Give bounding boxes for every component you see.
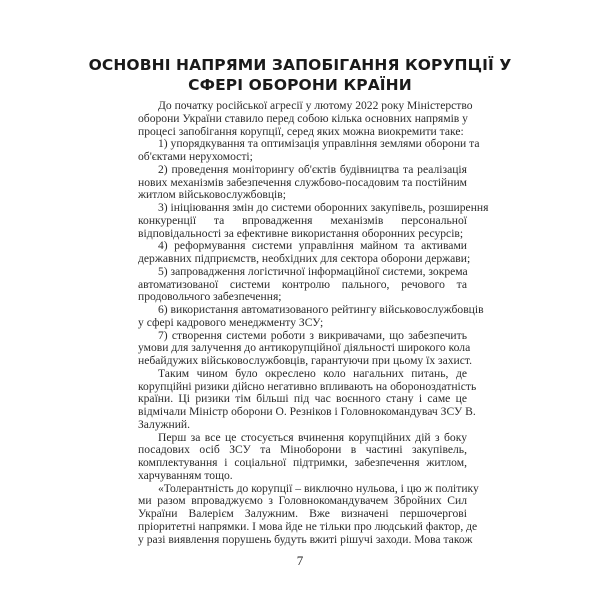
text-line: нових механізмів забезпечення службово-посадовим та постійним	[138, 175, 467, 189]
text-line: 6) використання автоматизованого рейтингу військовослужбовців	[158, 303, 484, 316]
text-line: автоматизованої системи контролю пального, речового та	[138, 277, 467, 291]
text-line: 4) реформування системи управління майном та активами	[158, 239, 467, 253]
text-line: До початку російської агресії у лютому 2022 року Міністерство	[158, 99, 473, 112]
text-line: ми разом впроваджуємо з Головнокомандувачем Збройних Сил	[138, 494, 467, 508]
text-line: конкуренції та впровадження механізмів персональної	[138, 213, 467, 227]
text-line: у сфері кадрового менеджменту ЗСУ;	[138, 315, 324, 329]
body-text	[138, 99, 489, 546]
text-line: Таким чином було окреслено коло нагальних питань, де	[158, 366, 467, 380]
text-line: у разі виявлення порушень будуть вжиті рішучі заходи. Мова також	[138, 532, 473, 546]
page-title-line-1: ОСНОВНІ НАПРЯМИ ЗАПОБІГАННЯ КОРУПЦІЇ У	[88, 56, 512, 74]
text-line: країни. Ці ризики тім більші під час воєнного стану і саме це	[138, 392, 467, 406]
text-line: харчуванням тощо.	[138, 468, 233, 482]
page-title-line-2: СФЕРІ ОБОРОНИ КРАЇНИ	[188, 76, 412, 94]
text-line: об'єктами нерухомості;	[138, 150, 253, 163]
text-line: небайдужих військовослужбовців, гарантуючи при цьому їх захист.	[138, 354, 473, 367]
text-line: відмічали Міністр оборони О. Резніков і Головнокомандувач ЗСУ В.	[138, 405, 476, 418]
text-line: 1) упорядкування та оптимізація управління землями оборони та	[158, 137, 480, 151]
text-line: житлом військовослужбовців;	[138, 188, 286, 202]
text-line: 7) створення системи роботи з викривачами, що забезпечить	[158, 328, 467, 342]
text-line: продовольчого забезпечення;	[138, 290, 282, 304]
text-line: Перш за все це стосується вчинення корупційних дій з боку	[158, 430, 467, 444]
text-line: посадових осіб ЗСУ та Міноборони в частині закупівель,	[138, 443, 467, 457]
text-line: пріоритетні напрямки. І мова йде не тільки про людський фактор, де	[138, 519, 478, 533]
text-line: України Валерієм Залужним. Вже визначені першочергові	[138, 507, 467, 520]
text-line: 2) проведення моніторингу об'єктів будівництва та реалізація	[158, 162, 467, 176]
text-line: державних підприємств, необхідних для сектора оборони держави;	[138, 252, 471, 265]
text-line: «Толерантність до корупції – виключно нульова, і цю ж політику	[158, 481, 479, 495]
text-line: 5) запровадження логістичної інформаційної системи, зокрема	[158, 264, 468, 278]
text-line: умови для залучення до антикорупційної діяльності широкого кола	[138, 341, 471, 355]
text-line: корупційні ризики дійсно негативно впливають на обороноздатність	[138, 379, 477, 393]
text-line: комплектування і соціальної підтримки, забезпечення житлом,	[138, 456, 467, 469]
text-line: відповідальності за ефективне використання оборонних ресурсів;	[138, 226, 464, 240]
page-number: 7	[296, 553, 304, 568]
text-line: оборони України ставило перед собою кілька основних напрямів у	[138, 111, 468, 125]
text-line: 3) ініціювання змін до системи оборонних закупівель, розширення	[158, 201, 489, 214]
text-line: Залужний.	[138, 417, 191, 431]
text-line: процесі запобігання корупції, серед яких можна виокремити таке:	[138, 124, 464, 138]
